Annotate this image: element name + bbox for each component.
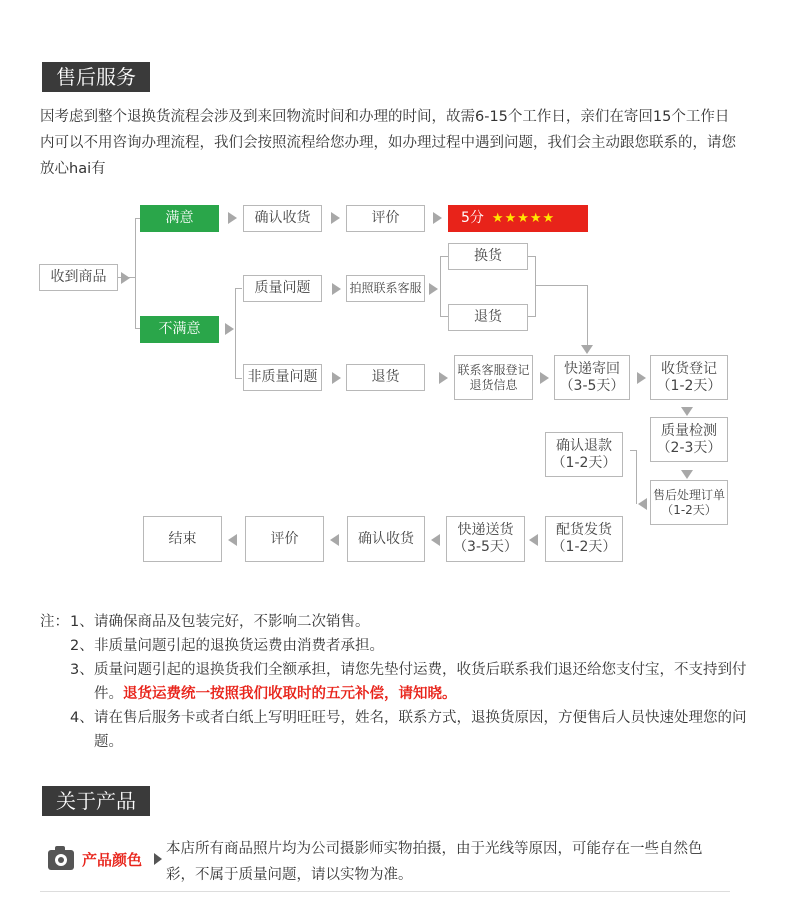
note-text: 请在售后服务卡或者白纸上写明旺旺号，姓名，联系方式，退换货原因，方便售后人员快速处理您的问题。: [94, 710, 747, 750]
note-number: 3、: [70, 662, 94, 678]
step-end: 结束: [143, 516, 222, 562]
note-prefix: 注：: [40, 614, 69, 630]
step-return-2: 退货: [346, 364, 425, 391]
step-non-quality-issue: 非质量问题: [243, 364, 322, 391]
arrow-left-icon: [431, 534, 440, 546]
after-sales-intro: 因考虑到整个退换货流程会涉及到来回物流时间和办理的时间，故需6-15个工作日，亲们在寄回15个工作日内可以不用咨询办理流程，我们会按照流程给您办理，如办理过程中遇到问题，我们会主动跟您联系的，请您放心hai有: [40, 109, 736, 177]
note-highlight: 退货运费统一按照我们收取时的五元补偿，请知晓。: [123, 686, 457, 702]
step-review-2: 评价: [245, 516, 324, 562]
product-color-text: 本店所有商品照片均为公司摄影师实物拍摄，由于光线等原因，可能存在一些自然色彩，不属于质量问题，请以实物为准。: [166, 841, 703, 883]
step-express-return: 快递寄回 （3-5天）: [554, 355, 630, 400]
step-ship-goods: 配货发货 （1-2天）: [545, 516, 623, 562]
arrow-right-icon: [332, 283, 341, 295]
step-satisfied: 满意: [140, 205, 219, 232]
camera-icon: [48, 850, 74, 870]
note-text: 非质量问题引起的退换货运费由消费者承担。: [94, 638, 384, 654]
step-process-order: 售后处理订单 （1-2天）: [650, 480, 728, 525]
after-sales-title: 售后服务: [42, 62, 150, 92]
arrow-down-icon: [581, 345, 593, 354]
note-item: [40, 634, 750, 658]
product-color-label: 产品颜色: [82, 851, 143, 869]
arrow-left-icon: [330, 534, 339, 546]
step-quality-check: 质量检测 （2-3天）: [650, 417, 728, 462]
note-number: 4、: [70, 710, 94, 726]
arrow-right-icon: [332, 372, 341, 384]
note-text: 请确保商品及包装完好，不影响二次销售。: [94, 614, 370, 630]
arrow-down-icon: [681, 470, 693, 479]
step-express-deliver: 快递送货 （3-5天）: [446, 516, 525, 562]
arrow-right-icon: [331, 212, 340, 224]
arrow-right-icon: [637, 372, 646, 384]
arrow-left-icon: [529, 534, 538, 546]
step-unsatisfied: 不满意: [140, 316, 219, 343]
step-confirm-receipt: 确认收货: [243, 205, 322, 232]
caret-right-icon: [154, 853, 162, 865]
step-review: 评价: [346, 205, 425, 232]
step-confirm-receipt-2: 确认收货: [347, 516, 425, 562]
step-confirm-refund: 确认退款 （1-2天）: [545, 432, 623, 477]
about-product-title: 关于产品: [42, 786, 150, 816]
divider: [40, 891, 730, 892]
step-photo-contact: 拍照联系客服: [346, 275, 425, 302]
product-color-row: [40, 834, 730, 890]
note-item: [40, 610, 750, 634]
step-quality-issue: 质量问题: [243, 275, 322, 302]
note-item: [40, 658, 750, 706]
step-contact-register: 联系客服登记 退货信息: [454, 355, 533, 400]
rating-score: 5分: [461, 210, 484, 226]
rating-badge: [448, 205, 588, 232]
step-received: 收到商品: [39, 264, 118, 291]
arrow-down-icon: [681, 407, 693, 416]
note-item: [40, 706, 750, 754]
arrow-left-icon: [638, 498, 647, 510]
note-number: 2、: [70, 638, 94, 654]
arrow-right-icon: [228, 212, 237, 224]
step-return: 退货: [448, 304, 528, 331]
arrow-right-icon: [540, 372, 549, 384]
arrow-right-icon: [433, 212, 442, 224]
arrow-right-icon: [121, 272, 130, 284]
arrow-right-icon: [225, 323, 234, 335]
star-icon: ★★★★★: [491, 211, 556, 226]
step-receipt-register: 收货登记 （1-2天）: [650, 355, 728, 400]
arrow-left-icon: [228, 534, 237, 546]
notes: [40, 610, 750, 754]
note-text: [94, 658, 750, 706]
note-text-main: 质量问题引起的退换货我们全额承担，请您先垫付运费，收货后联系我们退还给您支付宝，不支持到付件。: [94, 662, 747, 702]
note-number: 1、: [70, 614, 94, 630]
step-exchange: 换货: [448, 243, 528, 270]
arrow-right-icon: [429, 283, 438, 295]
arrow-right-icon: [439, 372, 448, 384]
